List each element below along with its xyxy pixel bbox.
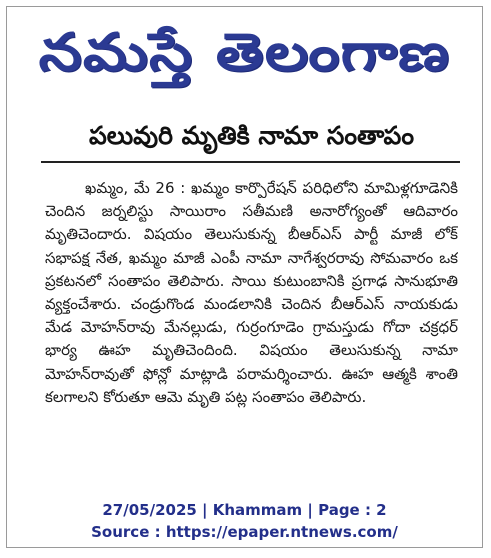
clipping-footer bbox=[7, 499, 482, 543]
article-headline: పలువురి మృతికి నామా సంతాపం bbox=[88, 121, 414, 150]
source-line: Source : https://epaper.ntnews.com/ bbox=[91, 523, 398, 541]
masthead bbox=[7, 17, 482, 89]
date-edition-page-line: 27/05/2025 | Khammam | Page : 2 bbox=[102, 501, 387, 519]
headline-divider bbox=[41, 161, 460, 163]
article-body bbox=[45, 177, 458, 481]
newspaper-logo: నమస్తే తెలంగాణ bbox=[38, 23, 451, 83]
clipping-frame bbox=[6, 6, 483, 548]
article-paragraph: ఖమ్మం, మే 26 : ఖమ్మం కార్పొరేషన్ పరిధిలోని మామిళ్లగూడెనికి చెందిన జర్నలిస్టు సాయిరాం సతీమణి అనారోగ్యంతో ఆదివారం మృతిచెందారు. విషయం తెలుసుకున్న బీఆర్ఎస్ పార్టీ మాజీ లోక్ సభాపక్ష నేత, ఖమ్మం మాజీ ఎంపీ నామా నాగేశ్వరరావు సోమవారం ఒక ప్రకటనలో సంతాపం తెలిపారు. సాయి కుటుంబానికి ప్రగాఢ సానుభూతి వ్యక్తంచేశారు. చండ్రుగొండ మండలానికి చెందిన బీఆర్ఎస్ నాయకుడు మేడ మోహన్‌రావు మేనల్లుడు, గుర్రంగూడెం గ్రామస్తుడు గోదా చక్రధర్ భార్య ఊహ మృతిచెందింది. విషయం తెలుసుకున్న నామా మోహన్‌రావుతో ఫోన్లో మాట్లాడి పరామర్శించారు. ఊహ ఆత్మకి శాంతి కలగాలని కోరుతూ ఆమె మృతి పట్ల సంతాపం తెలిపారు. bbox=[45, 179, 458, 406]
